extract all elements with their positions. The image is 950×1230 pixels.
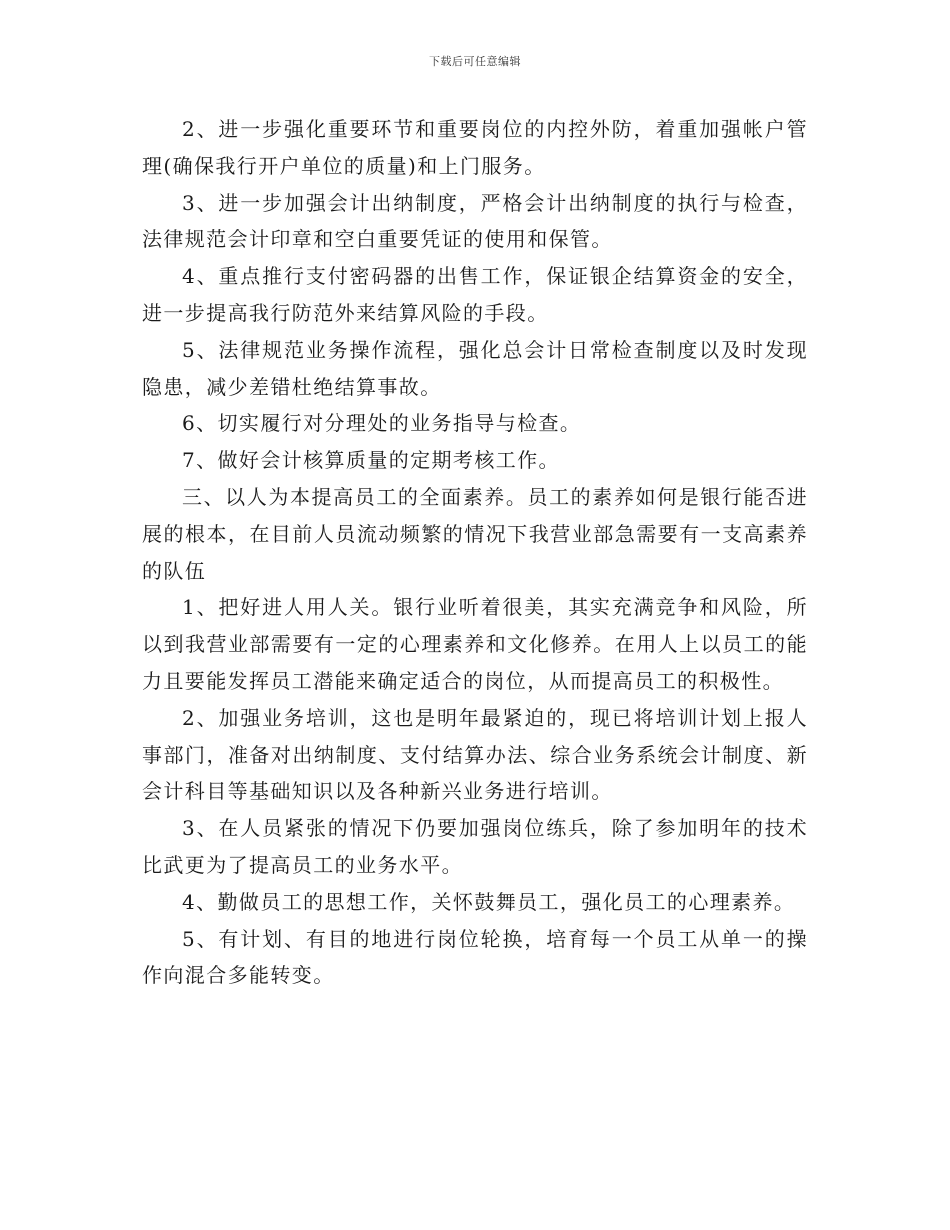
page-header: 下载后可任意编辑	[429, 55, 521, 68]
paragraph-staff-1: 1、把好进人用人关。银行业听着很美，其实充满竞争和风险，所以到我营业部需要有一定的心理素养和文化修养。在用人上以员工的能力且要能发挥员工潜能来确定适合的岗位，从而提高员工的积极性。	[142, 595, 808, 693]
section-three-heading: 三、以人为本提高员工的全面素养。员工的素养如何是银行能否进展的根本，在目前人员流动频繁的情况下我营业部急需要有一支高素养的队伍	[142, 484, 808, 583]
paragraph-staff-4: 4、勤做员工的思想工作，关怀鼓舞员工，强化员工的心理素养。	[182, 889, 796, 914]
paragraph-item-5: 5、法律规范业务操作流程，强化总会计日常检查制度以及时发现隐患，减少差错杜绝结算事故。	[142, 337, 808, 399]
paragraph-item-7: 7、做好会计核算质量的定期考核工作。	[182, 448, 560, 473]
paragraph-item-3: 3、进一步加强会计出纳制度，严格会计出纳制度的执行与检查，法律规范会计印章和空白重要凭证的使用和保管。	[142, 190, 808, 252]
paragraph-staff-5: 5、有计划、有目的地进行岗位轮换，培育每一个员工从单一的操作向混合多能转变。	[142, 926, 808, 988]
paragraph-item-4: 4、重点推行支付密码器的出售工作，保证银企结算资金的安全，进一步提高我行防范外来结算风险的手段。	[142, 264, 808, 325]
paragraph-staff-3: 3、在人员紧张的情况下仍要加强岗位练兵，除了参加明年的技术比武更为了提高员工的业务水平。	[142, 816, 808, 877]
paragraph-item-6: 6、切实履行对分理处的业务指导与检查。	[182, 411, 582, 436]
paragraph-staff-2: 2、加强业务培训，这也是明年最紧迫的，现已将培训计划上报人事部门，准备对出纳制度、支付结算办法、综合业务系统会计制度、新会计科目等基础知识以及各种新兴业务进行培训。	[142, 705, 808, 804]
paragraph-item-2: 2、进一步强化重要环节和重要岗位的内控外防，着重加强帐户管理(确保我行开户单位的质量)和上门服务。	[142, 117, 808, 178]
document-body	[142, 111, 808, 994]
